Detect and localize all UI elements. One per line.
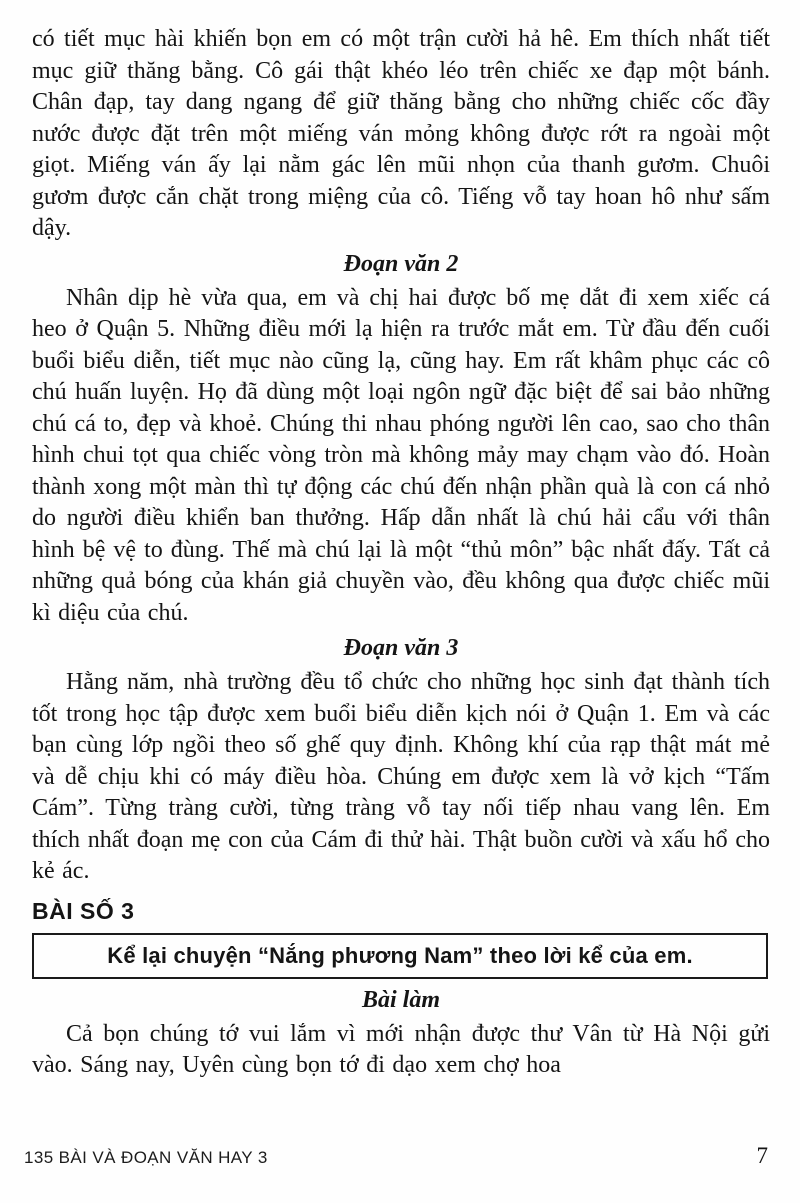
paragraph-doan-van-3: Hằng năm, nhà trường đều tổ chức cho những học sinh đạt thành tích tốt trong học tập được xem buổi biểu diễn kịch nói ở Quận 1. Em và các bạn cùng lớp ngồi theo số ghế quy định. Không khí của rạp thật mát mẻ và dễ chịu khi có máy điều hòa. Chúng em được xem là vở kịch “Tấm Cám”. Từng tràng cười, từng tràng vỗ tay nối tiếp nhau vang lên. Em thích nhất đoạn mẹ con của Cám đi thử hài. Thật buồn cười và xấu hổ cho kẻ ác. [32, 669, 770, 884]
section-label-bai-so-3: BÀI SỐ 3 [32, 897, 135, 924]
essay-title-box [32, 933, 768, 979]
heading-bai-lam: Bài làm [361, 986, 440, 1013]
page-footer [24, 1143, 768, 1169]
heading-doan-van-2: Đoạn văn 2 [343, 250, 459, 277]
footer-page-number: 7 [756, 1143, 768, 1168]
essay-title-text: Kể lại chuyện “Nắng phương Nam” theo lời kể của em. [107, 942, 693, 968]
paragraph-doan-van-2: Nhân dịp hè vừa qua, em và chị hai được bố mẹ dắt đi xem xiếc cá heo ở Quận 5. Những điều mới lạ hiện ra trước mắt em. Từ đầu đến cuối buổi biểu diễn, tiết mục nào cũng lạ, cũng hay. Em rất khâm phục các cô chú huấn luyện. Họ đã dùng một loại ngôn ngữ đặc biệt để sai bảo những chú cá to, đẹp và khoẻ. Chúng thi nhau phóng người lên cao, sao cho thân hình chui tọt qua chiếc vòng tròn mà không mảy may chạm vào đó. Hoàn thành xong một màn thì tự động các chú đến nhận phần quà là con cá nhỏ do người điều khiển ban thưởng. Hấp dẫn nhất là chú hải cẩu với thân hình bệ vệ to đùng. Thế mà chú lại là một “thủ môn” bậc nhất đấy. Tất cả những quả bóng của khán giả chuyền vào, đều không qua được chiếc mũi kì diệu của chú. [32, 284, 770, 626]
paragraph-bai-lam: Cả bọn chúng tớ vui lắm vì mới nhận được thư Vân từ Hà Nội gửi vào. Sáng nay, Uyên cùng bọn tớ đi dạo xem chợ hoa [32, 1020, 770, 1078]
footer-book-title: 135 BÀI VÀ ĐOẠN VĂN HAY 3 [24, 1148, 268, 1167]
heading-doan-van-3: Đoạn văn 3 [343, 635, 459, 661]
paragraph-continuation: có tiết mục hài khiến bọn em có một trận cười hả hê. Em thích nhất tiết mục giữ thăng bằng. Cô gái thật khéo léo trên chiếc xe đạp một bánh. Chân đạp, tay dang ngang để giữ thăng bằng cho những chiếc cốc đầy nước được đặt trên một miếng ván mỏng không được rớt ra ngoài một giọt. Miếng ván ấy lại nằm gác lên mũi nhọn của thanh gươm. Chuôi gươm được cắn chặt trong miệng của cô. Tiếng vỗ tay hoan hô như sấm dậy. [32, 26, 770, 241]
